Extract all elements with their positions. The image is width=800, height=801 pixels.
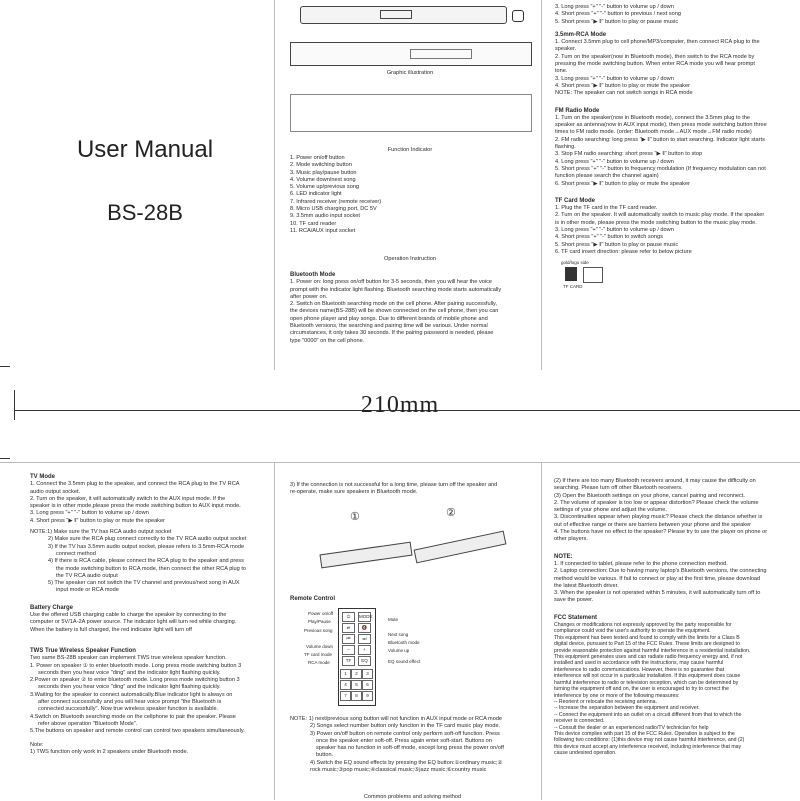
fcc-line: Changes or modifications not expressly approved by the party responsible for — [554, 622, 732, 629]
tv-line: audio output socket. — [30, 488, 81, 495]
tv-note: 3) If the TV has 3.5mm audio output socket, please refers to 3.5mm-RCA mode — [48, 543, 245, 550]
function-caption: Function Indicator — [387, 147, 433, 153]
fcc-line: This equipment generates uses and can radiate radio frequency energy and, if not — [554, 654, 743, 661]
fm-line: times to FM radio mode. (order: Bluetooth mode→AUX mode→FM radio mode) — [555, 129, 752, 136]
tv-line: 2. Turn on the speaker, it will automatically switch to the AUX input mode. If the — [30, 495, 226, 502]
remote-vol-down-button[interactable]: – — [342, 645, 355, 655]
tf-line: 6. TF card insert direction: please refer to below picture — [555, 248, 692, 255]
note-heading: NOTE: — [554, 553, 573, 560]
tv-note: input mode or RCA mode — [56, 587, 119, 594]
remote-prev-button[interactable]: ⏮ — [342, 634, 355, 644]
remote-label: RCA mode — [308, 660, 330, 665]
tv-line: 1. Connect the 3.5mm plug to the speaker, and connect the RCA plug to the TV RCA — [30, 481, 240, 488]
remote-power-button[interactable]: ⏻ — [342, 612, 355, 622]
battery-line: computer or 5V/1A-2A power source. The indicator light will turn red while charging. — [30, 619, 237, 626]
fcc-line: -- Reorient or relocate the receiving antenna. — [554, 698, 657, 705]
fm-line: 6. Short press "▶ ‖" button to play or mute the speaker — [555, 180, 690, 187]
rca-line: speaker. — [555, 46, 577, 53]
speaker-end-knob — [512, 10, 524, 22]
remote-number-button[interactable]: 1 — [340, 669, 351, 679]
bluetooth-section — [290, 266, 540, 345]
remote-eq-button[interactable]: EQ — [358, 656, 371, 666]
fm-line: 5. Short press "+" "-" button to frequency modulation (If frequency modulation can not — [555, 165, 766, 172]
function-item: 7. Infrared receiver (remote receiver) — [290, 198, 382, 205]
function-item: 10. TF card reader — [290, 220, 337, 227]
tv-note: 5) The speaker can not switch the TV channel and previous/next song in AUX — [48, 580, 240, 587]
fm-line: function please search the channel again) — [555, 173, 659, 180]
fcc-line: turning the equipment off and on, the user is encouraged to try to correct the — [554, 686, 729, 693]
function-item: 5. Volume up/previous song — [290, 184, 360, 191]
tws-line: 2.Power on speaker ② to enter bluetooth mode. Long press mode switching button 3 — [30, 677, 240, 684]
tws-line: Two same BS-28B speaker can implement TWS true wireless speaker function. — [30, 655, 227, 662]
fcc-line: compliance could void the user's authority to operate the equipment. — [554, 628, 711, 635]
tws-line: seconds then you hear voice "ding" and the indicator light flashing quickly. — [38, 669, 221, 676]
remote-number-button[interactable]: 4 — [340, 680, 351, 690]
note-line: method would be various. If fail to connect or play at the first time, please download — [554, 575, 761, 582]
dimension-label: 210mm — [360, 392, 440, 418]
tv-note: NOTE:1) Make sure the TV has RCA audio output socket — [30, 529, 172, 536]
rca-line: 3. Long press "+" "-" button to volume up / down — [555, 75, 674, 82]
tf-line: 2. Turn on the speaker. It will automatically switch to music play mode. If the speaker — [555, 212, 765, 219]
remote-number-button[interactable]: 8 — [351, 691, 362, 701]
fold-line — [274, 462, 275, 800]
tws-line: seconds then you hear voice "ding" and the indicator light flashing quickly. — [38, 684, 221, 691]
tf-card-label: TF CARD — [563, 284, 583, 290]
fcc-line: This equipment has been tested and found to comply with the limits for a Class B — [554, 634, 740, 641]
intro-line: 3) If the connection is not successful for a long time, please turn off the speaker and — [290, 482, 498, 488]
tv-note: 4) If there is RCA cable, please connect the RCA plug to the speaker and press — [48, 558, 244, 565]
remote-mode-button[interactable]: MODE — [358, 612, 371, 622]
tv-heading: TV Mode — [30, 474, 55, 480]
fm-heading: FM Radio Mode — [555, 107, 600, 114]
remote-mute-button[interactable]: 🔇 — [358, 623, 371, 633]
bt-line: Bluetooth versions, the searching and pairing time will be various. Under normal — [290, 323, 488, 330]
remote-note: 2) Songs select number button only function in the TF card music play mode. — [310, 723, 501, 730]
speaker-number: ② — [446, 507, 456, 519]
remote-number-button[interactable]: 5 — [351, 680, 362, 690]
speaker-one-icon — [319, 542, 412, 569]
top-sheet — [0, 0, 800, 370]
problem-line: (3) Open the Bluetooth settings on your phone, cancel pairing and reconnect. — [554, 492, 745, 499]
tws-note: Note: — [30, 741, 44, 748]
fm-line: 3. Stop FM radio searching: short press "▶ ‖" button to stop — [555, 151, 703, 158]
note-line: 3. When the speaker is not operated within 5 minutes, it will automatically turn off to — [554, 590, 761, 597]
problem-line: (2) If there are too many Bluetooth receivers around, it may cause the difficulty on — [554, 478, 756, 484]
remote-notes — [290, 716, 535, 774]
rca-line: 4. Short press "▶ ‖" button to play or mute the speaker — [555, 82, 690, 89]
remote-vol-up-button[interactable]: + — [358, 645, 371, 655]
dimension-crop-mark — [0, 366, 10, 367]
remote-note: 3) Power on/off button on remote control only perform soft-off function. Press — [310, 730, 500, 737]
fm-line: flashing. — [555, 144, 576, 151]
modes-panel — [555, 4, 795, 296]
tf-line: 4. Short press "+" "-" button to switch songs — [555, 234, 663, 241]
tf-card-icon — [565, 267, 577, 281]
fcc-line: interference to radio communications. However, there is no guarantee that — [554, 666, 725, 673]
tf-card-figure — [555, 256, 795, 296]
tf-line: 1. Plug the TF card in the TF card reader. — [555, 205, 658, 212]
fcc-line: interference will not occur in a particular installation. If this equipment does cause — [554, 673, 741, 680]
remote-number-button[interactable]: 3 — [362, 669, 373, 679]
tf-line: 3. Long press "+" "-" button to volume up / down — [555, 227, 674, 234]
remote-label: Volume up — [388, 648, 410, 653]
bottom-sheet — [0, 462, 800, 800]
remote-next-button[interactable]: ⏭ — [358, 634, 371, 644]
problem-line: 4. The buttons have no effect to the speaker? Please try to use the player on phone or — [554, 529, 768, 536]
remote-number-button[interactable]: 9 — [362, 691, 373, 701]
remote-note: 4) Switch the EQ sound effects by pressing the EQ button:①ordinary music;② — [310, 759, 503, 766]
tv-note: 2) Make sure the RCA plug connect correctly to the TV RCA audio output socket — [48, 536, 247, 543]
tws-line: 5.The buttons on speaker and remote control can control two speakers simultaneously. — [30, 728, 245, 735]
bt-line: open phone player and play songs. Due to different brands of mobile phone and — [290, 315, 488, 322]
remote-number-button[interactable]: 6 — [362, 680, 373, 690]
remote-heading: Remote Control — [290, 596, 335, 602]
tv-line: 4. Short press "▶ ‖" button to play or mute the speaker — [30, 517, 165, 524]
remote-label: TF card mode — [304, 652, 333, 657]
remote-number-button[interactable]: 7 — [340, 691, 351, 701]
problem-line: settings of your phone and adjust the volume. — [554, 507, 667, 514]
rca-line: NOTE: The speaker can not switch songs in RCA mode — [555, 90, 693, 97]
remote-note: once the speaker enter soft-off. Press again enter soft-start. Buttons on — [316, 737, 492, 744]
bt-line: prompt with the indicator light flashing. Bluetooth searching mode starts automatically — [290, 286, 502, 293]
remote-label: Mute — [388, 617, 399, 622]
tv-note: the TV RCA audio output — [56, 572, 118, 579]
problem-line: searching. Please turn off other Bluetooth receivers. — [554, 485, 683, 492]
speaker-number: ① — [350, 511, 360, 523]
remote-panel — [290, 482, 535, 800]
note-line: save the power. — [554, 597, 594, 604]
fold-line — [274, 0, 275, 370]
function-item: 4. Volume down/next song — [290, 176, 356, 183]
tv-line: speaker is in other mode,please press the mode switching button to AUX input mode. — [30, 503, 241, 510]
speaker-display — [380, 10, 412, 19]
fcc-line: This device complies with part 15 of the FCC Rules. Operation is subject to the — [554, 730, 735, 737]
bt-line: 1. Power on: long press on/off button for 3-5 seconds, then you will hear the voice — [290, 279, 493, 286]
function-item: 11. RCA/AUX input socket — [290, 227, 356, 234]
bt-line: circumstances, it only takes 30 seconds. If the pairing password is needed, please — [290, 330, 494, 337]
speaker-back-ports — [410, 49, 472, 59]
bt-line: after power on. — [290, 293, 328, 300]
remote-label: Next song — [388, 632, 409, 637]
battery-line: Use the offered USB charging cable to charge the speaker by connecting to the — [30, 612, 227, 619]
cover-model: BS-28B — [107, 200, 183, 225]
remote-note: NOTE: 1) next/previous song button will not function in AUX input mode or RCA mode — [290, 716, 503, 722]
bt-line: type "0000" on the cell phone. — [290, 337, 365, 344]
tv-note: connect method — [56, 550, 96, 557]
remote-label: Play/Pause — [308, 619, 331, 624]
bt-line: 4. Short press "+" "-" button to previous / next song — [555, 11, 681, 18]
function-indicator-illustration — [290, 94, 532, 132]
tws-line: 3.Waiting for the speaker to connect automatically.Blue indicator light is always on — [30, 691, 233, 698]
remote-label: Previous song — [304, 628, 333, 633]
fm-line: 4. Long press "+" "-" button to volume up / down — [555, 158, 674, 165]
fcc-line: installed and used in accordance with the instructions, may cause harmful — [554, 660, 724, 667]
battery-line: When the battery is full charged, the red indicator light will turn off — [30, 626, 192, 633]
note-line: 1. If connected to tablet, please refer to the phone connection method. — [554, 560, 728, 567]
tws-note: 1) TWS function only work in 2 speakers under Bluetooth mode. — [30, 748, 189, 755]
tv-line: 3. Long press "+" "-" button to volume up / down — [30, 510, 149, 517]
function-item: 6. LED indicator light — [290, 191, 342, 198]
tws-line: connected successfully". Now true wireless speaker function is available. — [38, 706, 219, 713]
fcc-line: this device must accept any interference received, including interference that may — [554, 743, 742, 750]
remote-note: rock music;③pop music;④classical music;⑤jazz music;⑥country music — [310, 767, 487, 774]
bluetooth-heading: Bluetooth Mode — [290, 272, 336, 278]
tf-heading: TF Card Mode — [555, 197, 595, 204]
problem-line: out of effective range or there are barriers between your phone and the speaker — [554, 521, 752, 528]
fcc-line: digital device, pursuant to Part 15 of the FCC Rules. These limits are designed to — [554, 641, 740, 648]
fcc-line: provide reasonable protection against harmful interference in a residential installation. — [554, 647, 751, 654]
bt-line: 2. Switch on Bluetooth searching mode on the cell phone. After pairing successfully, — [290, 301, 497, 308]
tws-line: after connect successfully and you will hear voice prompt "the Bluetooth is — [38, 699, 222, 706]
fm-line: 2. FM radio searching: long press "▶ ‖" button to start searching. Indicator light starts — [555, 136, 765, 143]
bt-line: the devices name(BS-28B) will be shown connected on the cell phone, then you can — [290, 308, 499, 315]
tws-line: 4.Switch on Bluetooth searching mode on the cellphone to pair the speaker. Please — [30, 713, 236, 720]
tv-panel — [30, 474, 270, 756]
problem-line: other players. — [554, 536, 588, 543]
function-item: 1. Power on/off button — [290, 155, 345, 161]
fcc-body — [554, 622, 794, 757]
speaker-pair-figure — [310, 507, 510, 580]
rca-line: tone. — [555, 68, 568, 75]
remote-note: button. — [316, 752, 334, 759]
fcc-line: harmful interference to radio or television reception, which can be determined by — [554, 679, 739, 686]
remote-label: Bluetooth mode — [388, 640, 420, 645]
common-problems-heading: Common problems and solving method — [363, 794, 462, 800]
remote-number-button[interactable]: 2 — [351, 669, 362, 679]
function-item: 2. Mode switching button — [290, 162, 352, 169]
graphic-caption: Graphic illustration — [386, 70, 434, 76]
remote-label: EQ sound effect — [388, 659, 421, 664]
rca-line: 1. Connect 3.5mm plug to cell phone/MP3/computer, then connect RCA plug to the — [555, 39, 760, 46]
problem-line: 3. Discontinuities appear when playing music? Please check the distance whether is — [554, 514, 763, 521]
speaker-two-icon — [414, 531, 507, 564]
tws-line: 1. Power on speaker ① to enter bluetooth mode. Long press mode switching button 3 — [30, 662, 242, 669]
battery-heading: Battery Charge — [30, 604, 74, 611]
rca-line: pressing the mode switching button. When enter RCA mode you will hear prompt — [555, 61, 755, 68]
remote-tf-button[interactable]: TF — [342, 656, 355, 666]
tws-line: refer above operation "Bluetooth Mode". — [38, 720, 138, 727]
remote-label: Volume down — [306, 644, 334, 649]
tws-heading: TWS True Wireless Speaker Function — [30, 647, 136, 654]
fcc-line: following two conditions: (1)this device may not cause harmful interference, and (2) — [554, 737, 745, 744]
tf-line: is in other mode, please press the mode switching button to the music play mode. — [555, 219, 757, 226]
fold-line — [541, 462, 542, 800]
operation-caption: Operation Instruction — [384, 256, 436, 262]
fold-line — [541, 0, 542, 370]
problem-line: 2. The volume of speaker is too low or appear distortion? Please check the volume — [554, 499, 759, 506]
bt-line: 3. Long press "+" "-" button to volume up / down — [555, 4, 674, 10]
sheet-top-edge — [0, 462, 800, 463]
function-list — [290, 155, 530, 235]
fcc-heading: FCC Statement — [554, 614, 598, 621]
remote-control — [338, 608, 376, 706]
function-item: 9. 3.5mm audio input socket — [290, 213, 360, 220]
remote-note: speaker has no function in soft-off mode, except long press the power on/off — [316, 745, 504, 752]
remote-label: Power on/off — [308, 611, 334, 616]
cover-title: User Manual — [76, 136, 214, 163]
tf-slot-icon — [583, 267, 603, 283]
fcc-line: interference by one or more of the following measures: — [554, 692, 680, 699]
rca-heading: 3.5mm-RCA Mode — [555, 31, 607, 38]
dimension-band — [0, 370, 800, 460]
fcc-line: -- Consult the dealer or an experienced radio/TV technician for help — [554, 724, 709, 731]
tv-note: the mode switching button to RCA mode, then connect the other RCA plug to — [56, 565, 246, 572]
fcc-panel — [554, 478, 794, 757]
dimension-crop-mark — [0, 458, 10, 459]
function-item: 3. Music play/pause button — [290, 169, 357, 176]
fm-line: 1. Turn on the speaker(now in Bluetooth mode), connect the 3.5mm plug to the — [555, 114, 750, 121]
note-line: the latest Bluetooth driver. — [554, 582, 619, 589]
tf-line: 5. Short press "▶ ‖" button to play or pause music — [555, 241, 679, 248]
fcc-line: -- Connect the equipment into an outlet on a circuit different from that to which the — [554, 711, 742, 718]
function-item: 8. Micro USB charging port, DC 5V — [290, 206, 377, 213]
bt-line: 5. Short press "▶ ‖" button to play or pause music — [555, 18, 679, 25]
tf-side-label: gold/logo side — [561, 260, 589, 266]
note-line: 2. Laptop connection: Due to having many laptop's Bluetooth versions, the connecting — [554, 568, 767, 575]
fm-line: speaker as antenna(now in AUX input mode), then press mode switching button three — [555, 122, 767, 129]
intro-line: re-operate, make sure speakers in Bluetooth mode. — [290, 489, 418, 496]
rca-line: 2. Turn on the speaker(now in Bluetooth mode), then switch to the RCA mode by — [555, 53, 755, 60]
fcc-line: receiver is connected. — [554, 718, 605, 725]
fcc-line: -- Increase the separation between the equipment and receiver. — [554, 705, 700, 712]
fcc-line: cause undesired operation. — [554, 750, 617, 757]
remote-play-button[interactable]: ⏯ — [342, 623, 355, 633]
